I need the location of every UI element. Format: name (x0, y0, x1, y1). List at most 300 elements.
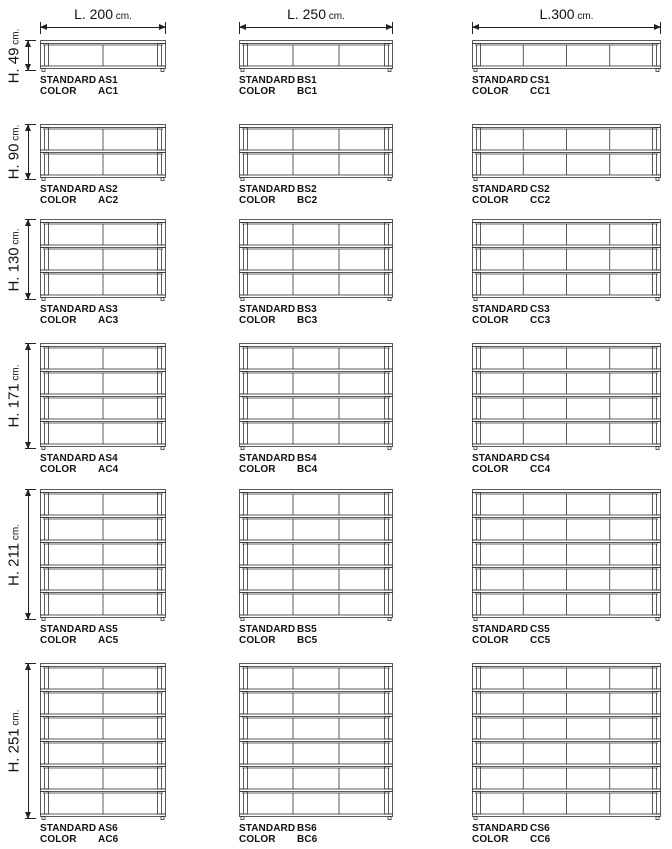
shelf-board (473, 150, 661, 153)
color-code-line (40, 195, 118, 206)
height-text (6, 709, 23, 772)
dimension-tick (25, 619, 36, 620)
standard-label: STANDARD (40, 75, 97, 86)
row-header-1 (0, 28, 36, 83)
standard-label: STANDARD (239, 75, 296, 86)
standard-label: STANDARD (472, 184, 529, 195)
standard-code-line (40, 304, 118, 315)
color-code-line (239, 834, 317, 845)
foot (241, 817, 244, 820)
foot (388, 447, 391, 450)
color-label: COLOR (40, 315, 77, 326)
top-plank (473, 664, 661, 667)
color-label: COLOR (472, 834, 509, 845)
standard-code: BS5 (297, 624, 317, 635)
foot (161, 178, 164, 181)
foot (241, 69, 244, 72)
height-text (6, 524, 23, 586)
shelf-lines (240, 125, 393, 181)
row-header-6 (0, 663, 36, 819)
top-plank (41, 41, 166, 44)
top-plank (473, 490, 661, 493)
column-header-2 (239, 8, 393, 28)
shelf-lines (41, 220, 166, 301)
standard-code-line (472, 304, 550, 315)
height-dimension-arrow (28, 489, 29, 620)
shelf-lines (41, 490, 166, 621)
model-codes (40, 453, 118, 475)
height-unit: cm. (10, 124, 22, 144)
shelf-board (240, 369, 393, 372)
height-label (2, 343, 26, 449)
standard-code: AS2 (98, 184, 118, 195)
height-unit: cm. (10, 709, 22, 729)
shelving-drawing (40, 343, 166, 453)
shelving-unit-6-2 (239, 663, 393, 849)
standard-code: AS3 (98, 304, 118, 315)
color-label: COLOR (40, 195, 77, 206)
shelf-board (41, 66, 166, 69)
shelf-lines (41, 664, 166, 820)
shelf-board (41, 369, 166, 372)
foot (161, 298, 164, 301)
shelf-board (41, 714, 166, 717)
standard-code: CS5 (530, 624, 550, 635)
standard-code: AS6 (98, 823, 118, 834)
standard-label: STANDARD (472, 453, 529, 464)
color-code-line (472, 86, 550, 97)
shelving-unit-3-2 (239, 219, 393, 330)
color-code-line (40, 315, 118, 326)
height-label (2, 124, 26, 180)
top-plank (473, 125, 661, 128)
height-dimension-arrow (28, 40, 29, 71)
dimension-tick (25, 70, 36, 71)
shelf-lines (473, 41, 661, 72)
top-plank (41, 125, 166, 128)
length-label (40, 6, 166, 22)
standard-code-line (239, 453, 317, 464)
shelf-lines (240, 664, 393, 820)
color-code-line (239, 315, 317, 326)
standard-label: STANDARD (40, 624, 97, 635)
height-text (6, 228, 23, 291)
model-codes (472, 823, 550, 845)
standard-code-line (239, 304, 317, 315)
standard-label: STANDARD (239, 304, 296, 315)
color-code-line (472, 315, 550, 326)
color-label: COLOR (472, 315, 509, 326)
shelving-drawing (472, 124, 661, 184)
shelf-board (473, 515, 661, 518)
standard-code-line (239, 75, 317, 86)
color-code: CC5 (530, 635, 551, 646)
shelf-board (473, 444, 661, 447)
standard-code-line (239, 624, 317, 635)
standard-code: CS2 (530, 184, 550, 195)
shelf-board (41, 764, 166, 767)
shelf-board (41, 565, 166, 568)
standard-label: STANDARD (40, 823, 97, 834)
model-codes (239, 823, 317, 845)
shelf-board (473, 295, 661, 298)
foot (161, 447, 164, 450)
dimension-tick (239, 22, 240, 34)
shelf-board (473, 789, 661, 792)
color-label: COLOR (239, 635, 276, 646)
foot (388, 618, 391, 621)
color-code-line (40, 464, 118, 475)
color-code: CC4 (530, 464, 551, 475)
width-dimension-arrow (472, 27, 661, 28)
shelving-drawing (40, 663, 166, 823)
color-code: BC3 (297, 315, 318, 326)
foot (656, 298, 659, 301)
shelving-drawing (239, 663, 393, 823)
foot (42, 618, 45, 621)
shelving-drawing (472, 219, 661, 304)
shelf-board (41, 515, 166, 518)
height-label (2, 663, 26, 819)
top-plank (473, 41, 661, 44)
color-code-line (239, 195, 317, 206)
color-code-line (472, 195, 550, 206)
shelf-lines (41, 125, 166, 181)
dimension-tick (40, 22, 41, 34)
length-unit: cm. (113, 11, 132, 22)
shelving-unit-6-3 (472, 663, 661, 849)
color-code-line (40, 834, 118, 845)
shelf-board (473, 540, 661, 543)
height-value: H. 90 (5, 143, 23, 180)
shelf-board (240, 714, 393, 717)
dimension-tick (25, 179, 36, 180)
color-code: BC4 (297, 464, 318, 475)
shelf-board (41, 444, 166, 447)
color-code-line (472, 464, 550, 475)
height-value: H. 171 (5, 383, 23, 428)
shelf-board (240, 540, 393, 543)
shelf-board (240, 615, 393, 618)
shelving-unit-2-3 (472, 124, 661, 210)
color-label: COLOR (40, 464, 77, 475)
color-code: AC2 (98, 195, 119, 206)
shelf-board (240, 764, 393, 767)
shelf-board (473, 245, 661, 248)
model-codes (472, 75, 550, 97)
standard-code: AS5 (98, 624, 118, 635)
dimension-tick (25, 299, 36, 300)
shelf-board (240, 814, 393, 817)
color-code-line (472, 635, 550, 646)
shelf-board (240, 270, 393, 273)
shelf-board (41, 394, 166, 397)
foot (656, 69, 659, 72)
foot (161, 69, 164, 72)
shelf-board (240, 175, 393, 178)
top-plank (240, 125, 393, 128)
shelving-unit-5-3 (472, 489, 661, 650)
color-label: COLOR (40, 635, 77, 646)
shelving-drawing (239, 40, 393, 75)
model-codes (40, 184, 118, 206)
color-code: CC3 (530, 315, 551, 326)
color-label: COLOR (40, 86, 77, 97)
length-label (472, 6, 661, 22)
shelf-board (240, 66, 393, 69)
shelf-board (240, 444, 393, 447)
color-code: AC6 (98, 834, 119, 845)
color-code: CC6 (530, 834, 551, 845)
column-header-3 (472, 8, 661, 28)
shelving-drawing (40, 40, 166, 75)
shelf-lines (240, 490, 393, 621)
color-code-line (239, 464, 317, 475)
height-value: H. 251 (5, 728, 23, 773)
shelving-unit-3-3 (472, 219, 661, 330)
dimension-tick (392, 22, 393, 34)
foot (474, 618, 477, 621)
standard-code-line (239, 184, 317, 195)
top-plank (41, 664, 166, 667)
model-codes (472, 184, 550, 206)
standard-code-line (472, 75, 550, 86)
color-label: COLOR (40, 834, 77, 845)
foot (42, 69, 45, 72)
shelf-board (41, 419, 166, 422)
foot (388, 298, 391, 301)
shelf-board (41, 175, 166, 178)
shelf-board (473, 66, 661, 69)
foot (42, 178, 45, 181)
standard-code: AS4 (98, 453, 118, 464)
color-code: CC2 (530, 195, 551, 206)
shelf-board (41, 615, 166, 618)
shelf-board (473, 565, 661, 568)
height-dimension-arrow (28, 343, 29, 449)
model-codes (40, 823, 118, 845)
height-text (6, 364, 23, 427)
foot (656, 618, 659, 621)
shelf-lines (473, 344, 661, 450)
height-unit: cm. (10, 364, 22, 384)
shelf-lines (473, 125, 661, 181)
standard-code-line (40, 75, 118, 86)
top-plank (240, 220, 393, 223)
shelving-unit-5-1 (40, 489, 166, 650)
dimension-tick (25, 219, 36, 220)
shelf-board (240, 739, 393, 742)
shelf-board (473, 369, 661, 372)
foot (241, 178, 244, 181)
color-label: COLOR (472, 86, 509, 97)
shelf-board (473, 590, 661, 593)
height-unit: cm. (10, 28, 22, 48)
color-code: AC5 (98, 635, 119, 646)
standard-label: STANDARD (40, 304, 97, 315)
shelf-lines (41, 344, 166, 450)
color-code: BC5 (297, 635, 318, 646)
dimension-tick (660, 22, 661, 34)
shelf-board (473, 615, 661, 618)
shelving-unit-4-1 (40, 343, 166, 479)
color-label: COLOR (239, 86, 276, 97)
shelf-board (473, 270, 661, 273)
height-text (6, 28, 23, 83)
shelving-drawing (472, 40, 661, 75)
shelf-board (473, 175, 661, 178)
model-codes (40, 624, 118, 646)
color-code-line (239, 635, 317, 646)
dimension-tick (25, 489, 36, 490)
row-header-2 (0, 124, 36, 180)
foot (42, 298, 45, 301)
foot (474, 178, 477, 181)
width-dimension-arrow (40, 27, 166, 28)
model-codes (239, 184, 317, 206)
shelving-drawing (472, 663, 661, 823)
model-codes (239, 304, 317, 326)
shelf-board (240, 565, 393, 568)
shelf-lines (240, 41, 393, 72)
standard-code: BS3 (297, 304, 317, 315)
shelving-unit-4-3 (472, 343, 661, 479)
height-value: H. 211 (5, 542, 23, 586)
shelving-unit-4-2 (239, 343, 393, 479)
standard-code-line (40, 184, 118, 195)
foot (474, 817, 477, 820)
standard-code-line (472, 453, 550, 464)
color-label: COLOR (472, 195, 509, 206)
dimension-tick (25, 663, 36, 664)
foot (656, 817, 659, 820)
shelving-unit-3-1 (40, 219, 166, 330)
shelf-board (240, 689, 393, 692)
shelving-drawing (239, 343, 393, 453)
standard-code: AS1 (98, 75, 118, 86)
model-codes (472, 453, 550, 475)
standard-code: BS2 (297, 184, 317, 195)
color-code-line (40, 635, 118, 646)
color-code: BC1 (297, 86, 318, 97)
foot (388, 817, 391, 820)
dimension-tick (25, 124, 36, 125)
length-value: L.300 (539, 6, 575, 22)
height-text (6, 125, 23, 180)
height-unit: cm. (10, 227, 22, 247)
height-dimension-arrow (28, 124, 29, 180)
foot (474, 69, 477, 72)
foot (241, 618, 244, 621)
top-plank (41, 490, 166, 493)
top-plank (240, 41, 393, 44)
shelf-lines (240, 344, 393, 450)
model-codes (40, 75, 118, 97)
standard-code: CS6 (530, 823, 550, 834)
shelf-board (473, 689, 661, 692)
standard-code-line (40, 453, 118, 464)
foot (161, 618, 164, 621)
length-value: L. 200 (74, 6, 114, 22)
standard-code: CS1 (530, 75, 550, 86)
color-code: BC2 (297, 195, 318, 206)
row-header-4 (0, 343, 36, 449)
foot (161, 817, 164, 820)
shelf-board (473, 419, 661, 422)
dimension-tick (25, 40, 36, 41)
standard-code-line (472, 823, 550, 834)
shelf-board (41, 739, 166, 742)
standard-code: BS4 (297, 453, 317, 464)
color-code: BC6 (297, 834, 318, 845)
height-label (2, 28, 26, 83)
shelving-unit-2-1 (40, 124, 166, 210)
color-label: COLOR (239, 464, 276, 475)
length-label (239, 6, 393, 22)
shelf-board (41, 789, 166, 792)
model-codes (239, 75, 317, 97)
shelving-unit-1-2 (239, 40, 393, 101)
row-header-5 (0, 489, 36, 620)
standard-label: STANDARD (472, 304, 529, 315)
color-code-line (239, 86, 317, 97)
shelf-lines (473, 220, 661, 301)
shelf-board (473, 764, 661, 767)
shelf-board (41, 590, 166, 593)
shelving-unit-2-2 (239, 124, 393, 210)
shelf-board (473, 739, 661, 742)
shelf-board (473, 714, 661, 717)
model-codes (472, 624, 550, 646)
top-plank (473, 344, 661, 347)
height-value: H. 130 (5, 246, 23, 292)
color-code-line (40, 86, 118, 97)
shelving-drawing (40, 219, 166, 304)
standard-code: CS4 (530, 453, 550, 464)
shelf-board (473, 814, 661, 817)
shelf-board (41, 295, 166, 298)
dimension-tick (165, 22, 166, 34)
height-dimension-arrow (28, 663, 29, 819)
standard-label: STANDARD (239, 184, 296, 195)
dimension-tick (472, 22, 473, 34)
standard-label: STANDARD (239, 823, 296, 834)
top-plank (41, 220, 166, 223)
foot (42, 447, 45, 450)
color-label: COLOR (472, 464, 509, 475)
top-plank (240, 490, 393, 493)
shelving-drawing (40, 124, 166, 184)
standard-label: STANDARD (472, 75, 529, 86)
standard-code-line (40, 823, 118, 834)
standard-label: STANDARD (472, 823, 529, 834)
width-dimension-arrow (239, 27, 393, 28)
top-plank (473, 220, 661, 223)
top-plank (240, 664, 393, 667)
shelf-lines (240, 220, 393, 301)
shelf-board (240, 295, 393, 298)
standard-label: STANDARD (239, 453, 296, 464)
standard-code: BS6 (297, 823, 317, 834)
shelf-board (41, 814, 166, 817)
height-label (2, 489, 26, 620)
standard-code-line (239, 823, 317, 834)
dimension-tick (25, 818, 36, 819)
shelf-board (473, 394, 661, 397)
model-codes (472, 304, 550, 326)
shelving-drawing (40, 489, 166, 624)
foot (241, 298, 244, 301)
